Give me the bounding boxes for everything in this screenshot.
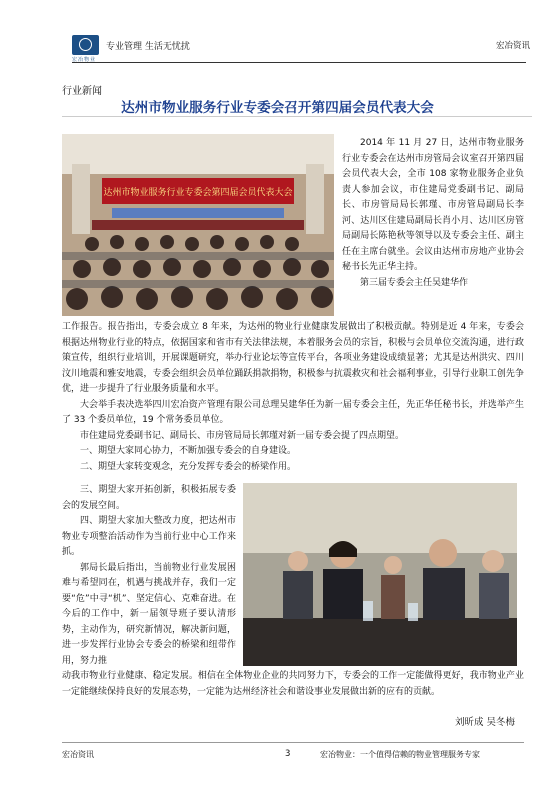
company-logo xyxy=(72,35,99,55)
intro-column xyxy=(342,136,524,291)
header-slogan: 专业管理 生活无忧扰 xyxy=(106,42,190,52)
page-number: 3 xyxy=(285,749,291,759)
paragraph-expectations: 市住建局党委副书记、副局长、市房管局局长郭瑾对新一届专委会提了四点期望。 xyxy=(80,430,405,441)
footer-divider xyxy=(62,742,524,743)
paragraph-report: 工作报告。报告指出，专委会成立 8 年来，为达州的物业行业健康发展做出了积极贡献。特别是近 4 年来，专委会根据达州物业行业的特点，依据国家和省市有关法律法规，本着服务会员的宗旨，积极与会员单位交流沟通，进行政策宣传，组织行业培训，开展课题研究，举办行业论坛等宣传平台，各项业务建设成绩显著；尤其是达州洪灾、四川汶川地震和雅安地震，专委会组织会员单位踊跃捐款捐物，积极参与抗震救灾和社会福利事业，引导行业职工创先争优，进一步提升了行业服务质量和水平。 xyxy=(62,322,524,394)
conference-hall-photo xyxy=(62,134,334,316)
banner-text: 达州市物业服务行业专委会第四届会员代表大会 xyxy=(103,188,293,198)
header-publication: 宏冶资讯 xyxy=(495,41,530,51)
hope-item-4: 四、期望大家加大整改力度，把达州市物业专项整治活动作为当前行业中心工作来抓。 xyxy=(62,516,236,557)
logo-text: 宏冶物业 xyxy=(72,57,97,63)
title-divider xyxy=(62,116,532,117)
footer-publication: 宏冶资讯 xyxy=(62,750,94,759)
hope-item-2: 二、期望大家转变观念，充分发挥专委会的桥梁作用。 xyxy=(80,461,297,472)
paragraph-intro: 2014 年 11 月 27 日，达州市物业服务行业专委会在达州市房管局会议室召开第四届会员代表大会，全市 108 家物业服务企业负责人参加会议，市住建局党委副书记、副局长、市房管局局长郭瑾、市房管局副局长李河、达川区住建局副局长肖小月、达川区房管局副局长陈艳秋等领导以及专委会主任、副主任在主席台就坐。会议由达州市房地产业协会秘书长先正华主持。 xyxy=(342,138,524,272)
article-title: 达州市物业服务行业专委会召开第四届会员代表大会 xyxy=(121,100,434,116)
hope-item-3: 三、期望大家开拓创新，积极拓展专委会的发展空间。 xyxy=(62,485,236,511)
paragraph-election: 大会举手表决选举四川宏冶资产管理有限公司总理吴建华任为新一届专委会主任，先正华任秘书长，并选举产生了 33 个委员单位，19 个常务委员单位。 xyxy=(62,399,524,425)
paragraph-closing: 郭局长最后指出，当前物业行业发展困难与希望同在，机遇与挑战并存，我们一定要“危”中寻“机”、坚定信心、克难奋进。在今后的工作中，新一届领导班子要认清形势，主动作为，研究新情况，解决新问题，进一步发挥行业协会专委会的桥梁和纽带作用，努力推 xyxy=(62,562,236,666)
page-header xyxy=(72,35,542,63)
section-label: 行业新闻 xyxy=(62,86,102,97)
footer-tagline: 宏冶物业：一个值得信赖的物业管理服务专家 xyxy=(320,750,480,759)
paragraph-closing-end: 动我市物业行业健康、稳定发展。相信在全体物业企业的共同努力下，专委会的工作一定能做得更好，我市物业产业一定能继续保持良好的发展态势，一定能为达州经济社会和谐设事业发展做出新的应有的贡献。 xyxy=(62,671,524,697)
paragraph-report-start: 第三届专委会主任吴建华作 xyxy=(360,277,469,288)
officials-meeting-photo xyxy=(243,483,517,666)
left-column xyxy=(62,483,236,669)
hope-item-1: 一、期望大家同心协力，不断加强专委会的自身建设。 xyxy=(80,446,297,456)
body-full-width xyxy=(62,320,524,475)
article-byline: 刘昕成 吴冬梅 xyxy=(454,717,515,728)
header-divider xyxy=(72,62,526,63)
closing-full-width xyxy=(62,669,524,700)
